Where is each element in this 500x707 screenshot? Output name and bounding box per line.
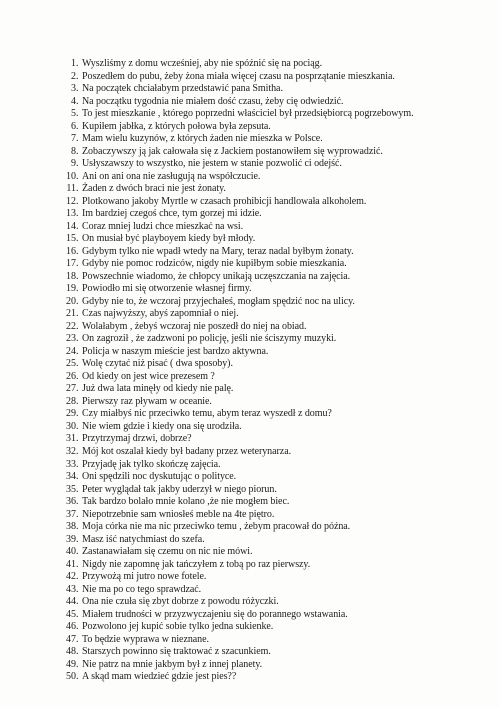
item-number: 29 bbox=[66, 408, 76, 420]
item-number-dot: . bbox=[76, 533, 79, 545]
item-sentence: Starszych powinno się traktować z szacunkiem. bbox=[82, 646, 271, 658]
item-number: 33 bbox=[66, 458, 76, 470]
list-item bbox=[60, 471, 480, 484]
item-number: 48 bbox=[66, 646, 76, 658]
list-item bbox=[60, 83, 480, 96]
item-number: 16 bbox=[66, 245, 76, 257]
item-number: 7 bbox=[71, 133, 76, 145]
item-sentence: Im bardziej czegoś chce, tym gorzej mi idzie. bbox=[82, 208, 262, 220]
item-sentence: Niepotrzebnie sam wniosłeś meble na 4te piętro. bbox=[82, 508, 275, 520]
list-item bbox=[60, 183, 480, 196]
item-number-dot: . bbox=[76, 145, 79, 157]
item-number-dot: . bbox=[76, 320, 79, 332]
list-item bbox=[60, 521, 480, 534]
item-number-dot: . bbox=[76, 258, 79, 270]
item-number: 10 bbox=[66, 170, 76, 182]
item-sentence: Powiodło mi się otworzenie własnej firmy. bbox=[82, 283, 252, 295]
item-number-dot: . bbox=[76, 433, 79, 445]
item-sentence: Powszechnie wiadomo, że chłopcy unikają uczęszczania na zajęcia. bbox=[82, 270, 351, 282]
list-item bbox=[60, 171, 480, 184]
item-sentence: Miałem trudności w przyzwyczajeniu się do porannego wstawania. bbox=[82, 608, 348, 620]
item-number-dot: . bbox=[76, 408, 79, 420]
list-item bbox=[60, 158, 480, 171]
item-number-dot: . bbox=[76, 183, 79, 195]
item-number: 25 bbox=[66, 358, 76, 370]
list-item bbox=[60, 321, 480, 334]
list-item bbox=[60, 621, 480, 634]
item-sentence: Usłyszawszy to wszystko, nie jestem w stanie pozwolić ci odejść. bbox=[82, 158, 342, 170]
list-item bbox=[60, 296, 480, 309]
item-sentence: Pierwszy raz pływam w oceanie. bbox=[82, 395, 212, 407]
item-sentence: To będzie wyprawa w nieznane. bbox=[82, 633, 209, 645]
list-item bbox=[60, 246, 480, 259]
list-item bbox=[60, 509, 480, 522]
item-number: 6 bbox=[71, 120, 76, 132]
list-item bbox=[60, 408, 480, 421]
item-number-dot: . bbox=[76, 633, 79, 645]
item-number: 34 bbox=[66, 471, 76, 483]
item-number: 43 bbox=[66, 583, 76, 595]
item-sentence: Gdyby nie to, że wczoraj przyjechałeś, mogłam spędzić noc na ulicy. bbox=[82, 295, 355, 307]
list-item bbox=[60, 634, 480, 647]
item-number: 45 bbox=[66, 608, 76, 620]
sentence-list bbox=[60, 58, 480, 684]
item-number: 4 bbox=[71, 95, 76, 107]
item-sentence: To jest mieszkanie , którego poprzedni właściciel był przedsiębiorcą pogrzebowym. bbox=[82, 108, 414, 120]
item-number: 26 bbox=[66, 370, 76, 382]
list-item bbox=[60, 346, 480, 359]
item-number-dot: . bbox=[76, 521, 79, 533]
item-number-dot: . bbox=[76, 95, 79, 107]
item-sentence: Nigdy nie zapomnę jak tańczyłem z tobą po raz pierwszy. bbox=[82, 558, 311, 570]
item-sentence: Policja w naszym mieście jest bardzo aktywna. bbox=[82, 345, 269, 357]
item-number: 8 bbox=[71, 145, 76, 157]
item-number-dot: . bbox=[76, 583, 79, 595]
item-number: 22 bbox=[66, 320, 76, 332]
list-item bbox=[60, 358, 480, 371]
item-number: 28 bbox=[66, 395, 76, 407]
item-number: 49 bbox=[66, 658, 76, 670]
item-sentence: Na początku tygodnia nie miałem dość czasu, żeby cię odwiedzić. bbox=[82, 95, 344, 107]
item-number-dot: . bbox=[76, 308, 79, 320]
item-number: 15 bbox=[66, 233, 76, 245]
item-number-dot: . bbox=[76, 295, 79, 307]
item-number-dot: . bbox=[76, 283, 79, 295]
item-sentence: Wolałabym , żebyś wczoraj nie poszedł do niej na obiad. bbox=[82, 320, 307, 332]
list-item bbox=[60, 233, 480, 246]
item-number-dot: . bbox=[76, 208, 79, 220]
item-number: 17 bbox=[66, 258, 76, 270]
item-sentence: Poszedłem do pubu, żeby żona miała więcej czasu na posprzątanie mieszkania. bbox=[82, 70, 395, 82]
list-item bbox=[60, 671, 480, 684]
item-sentence: Czas najwyższy, abyś zapomniał o niej. bbox=[82, 308, 239, 320]
list-item bbox=[60, 559, 480, 572]
list-item bbox=[60, 71, 480, 84]
item-number-dot: . bbox=[76, 395, 79, 407]
item-number: 21 bbox=[66, 308, 76, 320]
list-item bbox=[60, 484, 480, 497]
item-number-dot: . bbox=[76, 496, 79, 508]
item-number: 39 bbox=[66, 533, 76, 545]
list-item bbox=[60, 146, 480, 159]
item-number-dot: . bbox=[76, 420, 79, 432]
item-number: 24 bbox=[66, 345, 76, 357]
list-item bbox=[60, 308, 480, 321]
item-number-dot: . bbox=[76, 120, 79, 132]
item-number: 20 bbox=[66, 295, 76, 307]
item-sentence: Wolę czytać niż pisać ( dwa sposoby). bbox=[82, 358, 233, 370]
item-number: 31 bbox=[66, 433, 76, 445]
item-number: 2 bbox=[71, 70, 76, 82]
list-item bbox=[60, 221, 480, 234]
list-item bbox=[60, 609, 480, 622]
item-number-dot: . bbox=[76, 358, 79, 370]
list-item bbox=[60, 271, 480, 284]
item-number-dot: . bbox=[76, 608, 79, 620]
list-item bbox=[60, 121, 480, 134]
item-number: 37 bbox=[66, 508, 76, 520]
item-number: 12 bbox=[66, 195, 76, 207]
list-item bbox=[60, 283, 480, 296]
item-number-dot: . bbox=[76, 621, 79, 633]
list-item bbox=[60, 333, 480, 346]
item-number: 9 bbox=[71, 158, 76, 170]
item-number-dot: . bbox=[76, 195, 79, 207]
item-number-dot: . bbox=[76, 383, 79, 395]
list-item bbox=[60, 396, 480, 409]
list-item bbox=[60, 534, 480, 547]
list-item bbox=[60, 258, 480, 271]
item-number-dot: . bbox=[76, 245, 79, 257]
item-sentence: Mam wielu kuzynów, z których żaden nie mieszka w Polsce. bbox=[82, 133, 323, 145]
list-item bbox=[60, 571, 480, 584]
item-sentence: Gdybym tylko nie wpadł wtedy na Mary, teraz nadal byłbym żonaty. bbox=[82, 245, 354, 257]
list-item bbox=[60, 459, 480, 472]
item-number: 19 bbox=[66, 283, 76, 295]
list-item bbox=[60, 371, 480, 384]
item-number-dot: . bbox=[76, 133, 79, 145]
item-number: 38 bbox=[66, 521, 76, 533]
item-number: 40 bbox=[66, 546, 76, 558]
list-item bbox=[60, 196, 480, 209]
item-number-dot: . bbox=[76, 233, 79, 245]
item-number: 27 bbox=[66, 383, 76, 395]
item-number: 46 bbox=[66, 621, 76, 633]
item-sentence: Przyjadę jak tylko skończę zajęcia. bbox=[82, 458, 221, 470]
item-number-dot: . bbox=[76, 158, 79, 170]
item-number: 50 bbox=[66, 671, 76, 683]
item-sentence: Zastanawiałam się czemu on nic nie mówi. bbox=[82, 546, 253, 558]
item-number-dot: . bbox=[76, 370, 79, 382]
item-number: 47 bbox=[66, 633, 76, 645]
item-number: 42 bbox=[66, 571, 76, 583]
item-sentence: Już dwa lata minęły od kiedy nie palę. bbox=[82, 383, 234, 395]
item-number-dot: . bbox=[76, 170, 79, 182]
item-number-dot: . bbox=[76, 658, 79, 670]
list-item bbox=[60, 96, 480, 109]
list-item bbox=[60, 446, 480, 459]
item-number-dot: . bbox=[76, 508, 79, 520]
item-sentence: Ani on ani ona nie zasługują na współczucie. bbox=[82, 170, 261, 182]
item-number: 32 bbox=[66, 445, 76, 457]
item-sentence: Zobaczywszy ją jak całowała się z Jackiem postanowiłem się wyprowadzić. bbox=[82, 145, 383, 157]
item-number: 14 bbox=[66, 220, 76, 232]
item-sentence: Od kiedy on jest wice prezesem ? bbox=[82, 370, 215, 382]
item-sentence: Moja córka nie ma nic przeciwko temu , żebym pracował do późna. bbox=[82, 521, 351, 533]
item-number: 23 bbox=[66, 333, 76, 345]
item-sentence: Coraz mniej ludzi chce mieszkać na wsi. bbox=[82, 220, 244, 232]
item-sentence: Plotkowano jakoby Myrtle w czasach prohibicji handlowała alkoholem. bbox=[82, 195, 367, 207]
item-sentence: Ona nie czuła się zbyt dobrze z powodu różyczki. bbox=[82, 596, 279, 608]
item-sentence: Na początek chciałabym przedstawić pana Smitha. bbox=[82, 83, 283, 95]
list-item bbox=[60, 646, 480, 659]
item-number-dot: . bbox=[76, 571, 79, 583]
item-number: 30 bbox=[66, 420, 76, 432]
item-number: 41 bbox=[66, 558, 76, 570]
item-sentence: Żaden z dwóch braci nie jest żonaty. bbox=[82, 183, 226, 195]
item-number-dot: . bbox=[76, 345, 79, 357]
item-number-dot: . bbox=[76, 83, 79, 95]
item-number: 13 bbox=[66, 208, 76, 220]
item-number: 5 bbox=[71, 108, 76, 120]
item-number-dot: . bbox=[76, 458, 79, 470]
item-number-dot: . bbox=[76, 596, 79, 608]
item-sentence: Peter wyglądał tak jakby uderzył w niego piorun. bbox=[82, 483, 277, 495]
list-item bbox=[60, 596, 480, 609]
item-number-dot: . bbox=[76, 558, 79, 570]
list-item bbox=[60, 133, 480, 146]
item-sentence: Pozwolono jej kupić sobie tylko jedna sukienke. bbox=[82, 621, 274, 633]
item-number-dot: . bbox=[76, 646, 79, 658]
item-sentence: Oni spędzili noc dyskutując o polityce. bbox=[82, 471, 237, 483]
item-number-dot: . bbox=[76, 220, 79, 232]
item-number-dot: . bbox=[76, 333, 79, 345]
item-sentence: Czy miałbyś nic przeciwko temu, abym teraz wyszedł z domu? bbox=[82, 408, 332, 420]
list-item bbox=[60, 421, 480, 434]
list-item bbox=[60, 584, 480, 597]
item-number-dot: . bbox=[76, 671, 79, 683]
item-number-dot: . bbox=[76, 445, 79, 457]
item-number-dot: . bbox=[76, 108, 79, 120]
item-number: 1 bbox=[71, 58, 76, 69]
list-item bbox=[60, 208, 480, 221]
item-number: 11 bbox=[66, 183, 76, 195]
list-item bbox=[60, 433, 480, 446]
list-item bbox=[60, 383, 480, 396]
item-number-dot: . bbox=[76, 58, 79, 69]
item-number: 3 bbox=[71, 83, 76, 95]
item-sentence: Wyszliśmy z domu wcześniej, aby nie spóźnić się na pociąg. bbox=[82, 58, 323, 69]
item-number: 35 bbox=[66, 483, 76, 495]
item-sentence: Nie patrz na mnie jakbym był z innej planety. bbox=[82, 658, 263, 670]
list-item bbox=[60, 659, 480, 672]
item-number-dot: . bbox=[76, 471, 79, 483]
item-sentence: Kupiłem jabłka, z których połowa była zepsuta. bbox=[82, 120, 271, 132]
list-item bbox=[60, 108, 480, 121]
item-number: 18 bbox=[66, 270, 76, 282]
item-number-dot: . bbox=[76, 70, 79, 82]
item-sentence: Gdyby nie pomoc rodziców, nigdy nie kupiłbym sobie mieszkania. bbox=[82, 258, 347, 270]
item-sentence: On musiał być playboyem kiedy był młody. bbox=[82, 233, 256, 245]
item-number: 44 bbox=[66, 596, 76, 608]
item-sentence: On zagroził , że zadzwoni po policję, jeśli nie ściszymy muzyki. bbox=[82, 333, 337, 345]
item-number-dot: . bbox=[76, 546, 79, 558]
item-sentence: Masz iść natychmiast do szefa. bbox=[82, 533, 205, 545]
item-number: 36 bbox=[66, 496, 76, 508]
item-sentence: Przytrzymaj drzwi, dobrze? bbox=[82, 433, 192, 445]
list-item bbox=[60, 496, 480, 509]
item-number-dot: . bbox=[76, 270, 79, 282]
list-item bbox=[60, 546, 480, 559]
item-sentence: Nie wiem gdzie i kiedy ona się urodziła. bbox=[82, 420, 242, 432]
item-sentence: A skąd mam wiedzieć gdzie jest pies?? bbox=[82, 671, 237, 683]
item-number-dot: . bbox=[76, 483, 79, 495]
list-item bbox=[60, 58, 480, 71]
item-sentence: Nie ma po co tego sprawdzać. bbox=[82, 583, 202, 595]
item-sentence: Przywożą mi jutro nowe fotele. bbox=[82, 571, 207, 583]
item-sentence: Mój kot oszalał kiedy był badany przez weterynarza. bbox=[82, 445, 292, 457]
item-sentence: Tak bardzo bolało mnie kolano ,że nie mogłem biec. bbox=[82, 496, 290, 508]
